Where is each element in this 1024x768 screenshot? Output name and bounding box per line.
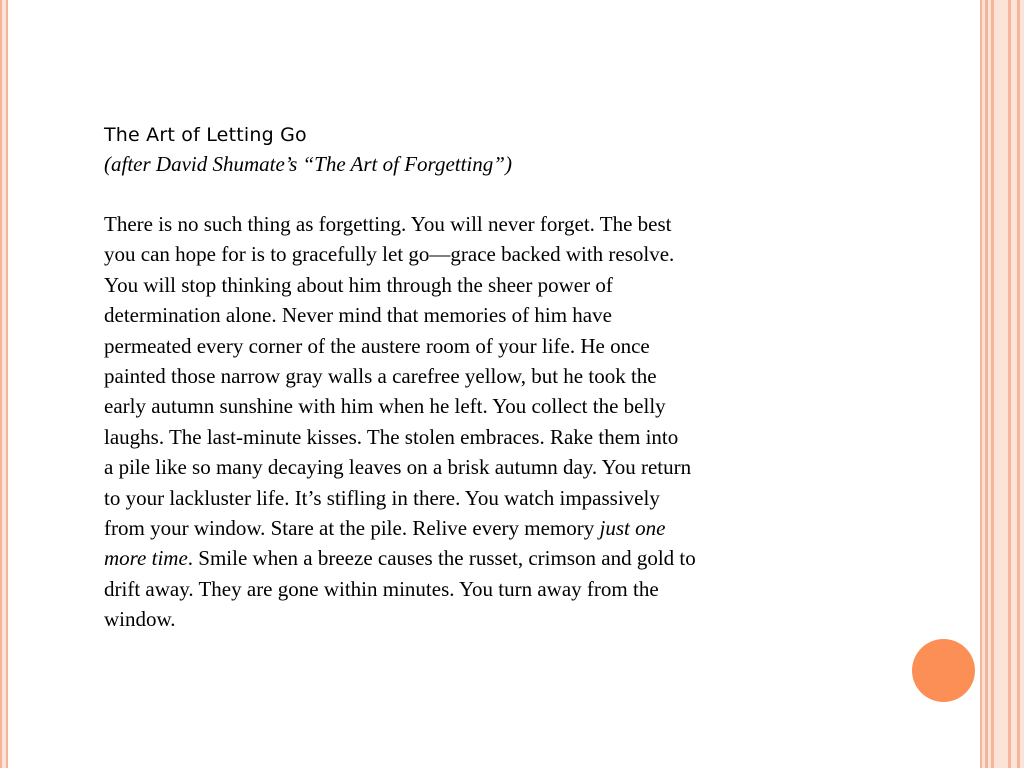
slide-content [104,121,844,635]
poem-line [104,422,844,452]
poem-text: . Smile when a breeze causes the russet, crimson and gold to [187,546,696,571]
poem-text: laughs. The last-minute kisses. The stolen embraces. Rake them into [104,424,679,449]
poem-line [104,604,844,634]
poem-body [104,209,844,635]
poem-line [104,391,844,421]
right-decorative-stripes [980,0,1024,768]
poem-text: early autumn sunshine with him when he left. You collect the belly [104,394,666,419]
poem-text: from your window. Stare at the pile. Relive every memory [104,516,600,541]
right-stripe-fill [994,0,1008,768]
accent-circle [912,639,975,702]
poem-line [104,331,844,361]
poem-line [104,300,844,330]
poem-line [104,209,844,239]
poem-text: There is no such thing as forgetting. You will never forget. The best [104,212,672,236]
poem-italic-text: just one [599,516,666,541]
left-border-stripe [6,0,8,768]
poem-text: determination alone. Never mind that memories of him have [104,303,612,328]
poem-subtitle: (after David Shumate’s “The Art of Forgetting”) [104,152,512,176]
poem-text: you can hope for is to gracefully let go—grace backed with resolve. [104,242,675,267]
poem-title: The Art of Letting Go [104,124,307,146]
poem-line [104,513,844,543]
poem-line [104,574,844,604]
poem-text: window. [104,607,176,632]
poem-text: a pile like so many decaying leaves on a brisk autumn day. You return [104,455,692,480]
poem-text: to your lackluster life. It’s stifling in there. You watch impassively [104,485,660,510]
poem-line [104,361,844,391]
poem-text: drift away. They are gone within minutes. You turn away from the [104,576,659,601]
poem-line [104,483,844,513]
poem-text: permeated every corner of the austere room of your life. He once [104,333,650,358]
poem-line [104,239,844,269]
poem-text: painted those narrow gray walls a carefree yellow, but he took the [104,364,657,389]
poem-line [104,452,844,482]
left-border [0,0,8,768]
poem-line [104,270,844,300]
poem-line [104,543,844,573]
right-stripe-fill [1020,0,1024,768]
poem-italic-text: more time [104,546,188,571]
poem-text: You will stop thinking about him through the sheer power of [104,272,613,297]
